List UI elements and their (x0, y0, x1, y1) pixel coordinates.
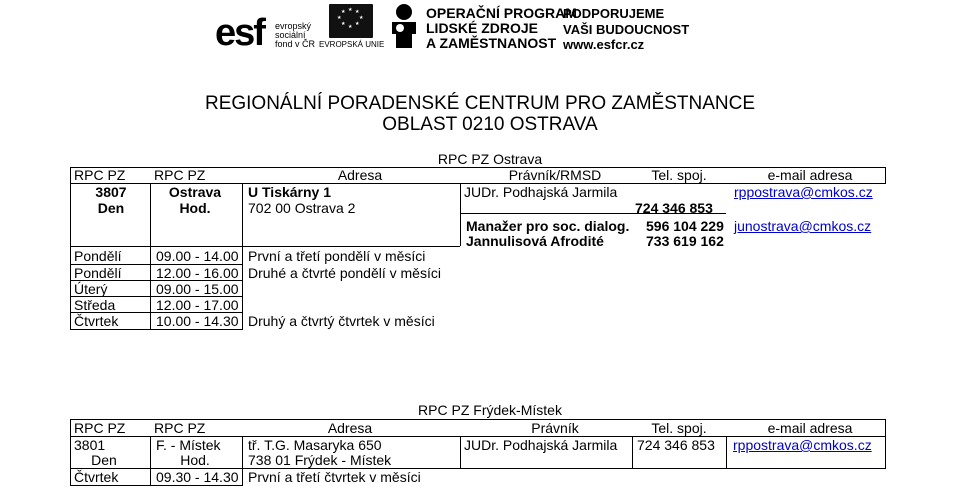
frydek-lawyer: JUDr. Podhajská Jarmila (464, 437, 618, 453)
page-title: REGIONÁLNÍ PORADENSKÉ CENTRUM PRO ZAMĚSTNANCE (204, 93, 756, 114)
ostrava-section-title: RPC PZ Ostrava (437, 151, 543, 167)
ostrava-header-email: e-mail adresa (767, 167, 853, 183)
divider (242, 183, 243, 246)
ostrava-city: Ostrava (168, 184, 222, 200)
schedule-hours: 09.00 - 14.00 (156, 248, 239, 264)
schedule-day: Pondělí (74, 248, 122, 264)
schedule-day: Čtvrtek (74, 469, 119, 485)
frydek-city-sub: Hod. (180, 452, 210, 468)
frydek-phone: 724 346 853 (637, 437, 715, 453)
frydek-city: F. - Místek (156, 437, 221, 453)
divider (242, 436, 243, 486)
schedule-hours: 09.00 - 15.00 (156, 281, 239, 297)
frydek-zip: 738 01 Frýdek - Místek (248, 452, 392, 468)
ostrava-street: U Tiskárny 1 (248, 184, 332, 200)
divider (885, 436, 886, 468)
frydek-header-lawyer: Právník (531, 420, 579, 436)
frydek-header-rpc2: RPC PZ (154, 420, 206, 436)
ostrava-email-2[interactable]: junostrava@cmkos.cz (734, 218, 872, 234)
schedule-note: Druhé a čtvrté pondělí v měsíci (248, 265, 441, 281)
divider (70, 246, 71, 330)
frydek-code: 3801 (74, 437, 106, 453)
divider (70, 329, 242, 330)
ostrava-manager-role: Manažer pro soc. dialog. (466, 218, 630, 234)
frydek-section-title: RPC PZ Frýdek-Místek (418, 402, 562, 418)
ostrava-header-rpc2: RPC PZ (154, 167, 206, 183)
op-lzz-icon (386, 2, 422, 50)
ostrava-code-sub: Den (97, 200, 125, 216)
schedule-hours: 12.00 - 17.00 (156, 297, 239, 313)
ostrava-city-sub: Hod. (179, 200, 211, 216)
op-program-text: OPERAČNÍ PROGRAM LIDSKÉ ZDROJE A ZAMĚSTNANOST (426, 5, 577, 51)
schedule-day: Úterý (74, 281, 108, 297)
ostrava-email-1[interactable]: rppostrava@cmkos.cz (734, 184, 873, 200)
ostrava-code: 3807 (95, 184, 127, 200)
frydek-header-address: Adresa (327, 420, 373, 436)
frydek-email[interactable]: rppostrava@cmkos.cz (733, 437, 872, 453)
schedule-day: Pondělí (74, 265, 122, 281)
frydek-code-sub: Den (91, 452, 117, 468)
schedule-day: Středa (74, 297, 116, 313)
eu-label: EVROPSKÁ UNIE (319, 40, 385, 49)
divider (885, 167, 886, 183)
esf-logo (215, 2, 385, 54)
esf-text: evropský sociální fond v ČR (275, 21, 316, 49)
divider (460, 436, 461, 468)
divider (242, 246, 243, 330)
divider (70, 167, 71, 183)
logo-banner (0, 0, 960, 58)
ostrava-zip: 702 00 Ostrava 2 (248, 200, 356, 216)
schedule-day: Čtvrtek (74, 313, 119, 329)
eu-flag-icon: ★ ★ ★ ★ ★ ★ ★ ★ (329, 4, 373, 38)
schedule-hours: 09.30 - 14.30 (156, 469, 239, 485)
schedule-note: První a třetí pondělí v měsíci (248, 248, 426, 264)
esf-mark: esf (215, 12, 264, 54)
divider (70, 436, 71, 486)
ostrava-header-address: Adresa (337, 167, 383, 183)
support-text: PODPORUJEME VAŠI BUDOUCNOST www.esfcr.cz (563, 6, 690, 52)
frydek-street: tř. T.G. Masaryka 650 (248, 437, 382, 453)
page-subtitle: OBLAST 0210 OSTRAVA (382, 114, 598, 135)
divider (632, 436, 633, 468)
ostrava-header-rpc1: RPC PZ (74, 167, 126, 183)
divider (150, 436, 151, 486)
ostrava-header-phone: Tel. spoj. (651, 167, 707, 183)
divider (70, 419, 71, 436)
ostrava-header-lawyer: Právník/RMSD (508, 167, 602, 183)
divider (70, 246, 460, 247)
ostrava-phone-3: 733 619 162 (646, 233, 724, 249)
schedule-note: První a třetí čtvrtek v měsíci (248, 469, 421, 485)
divider (885, 419, 886, 436)
divider (70, 183, 71, 246)
divider (150, 246, 151, 330)
divider (726, 436, 727, 468)
schedule-hours: 12.00 - 16.00 (156, 265, 239, 281)
ostrava-phone-1: 724 346 853 (635, 200, 713, 216)
divider (460, 183, 461, 246)
ostrava-lawyer: JUDr. Podhajská Jarmila (464, 184, 618, 200)
frydek-header-email: e-mail adresa (767, 420, 853, 436)
schedule-hours: 10.00 - 14.30 (156, 313, 239, 329)
ostrava-phone-2: 596 104 229 (646, 218, 724, 234)
frydek-header-rpc1: RPC PZ (74, 420, 126, 436)
divider (150, 183, 151, 246)
ostrava-manager-name: Jannulisová Afrodité (466, 233, 604, 249)
schedule-note: Druhý a čtvrtý čtvrtek v měsíci (248, 313, 435, 329)
frydek-header-phone: Tel. spoj. (651, 420, 707, 436)
